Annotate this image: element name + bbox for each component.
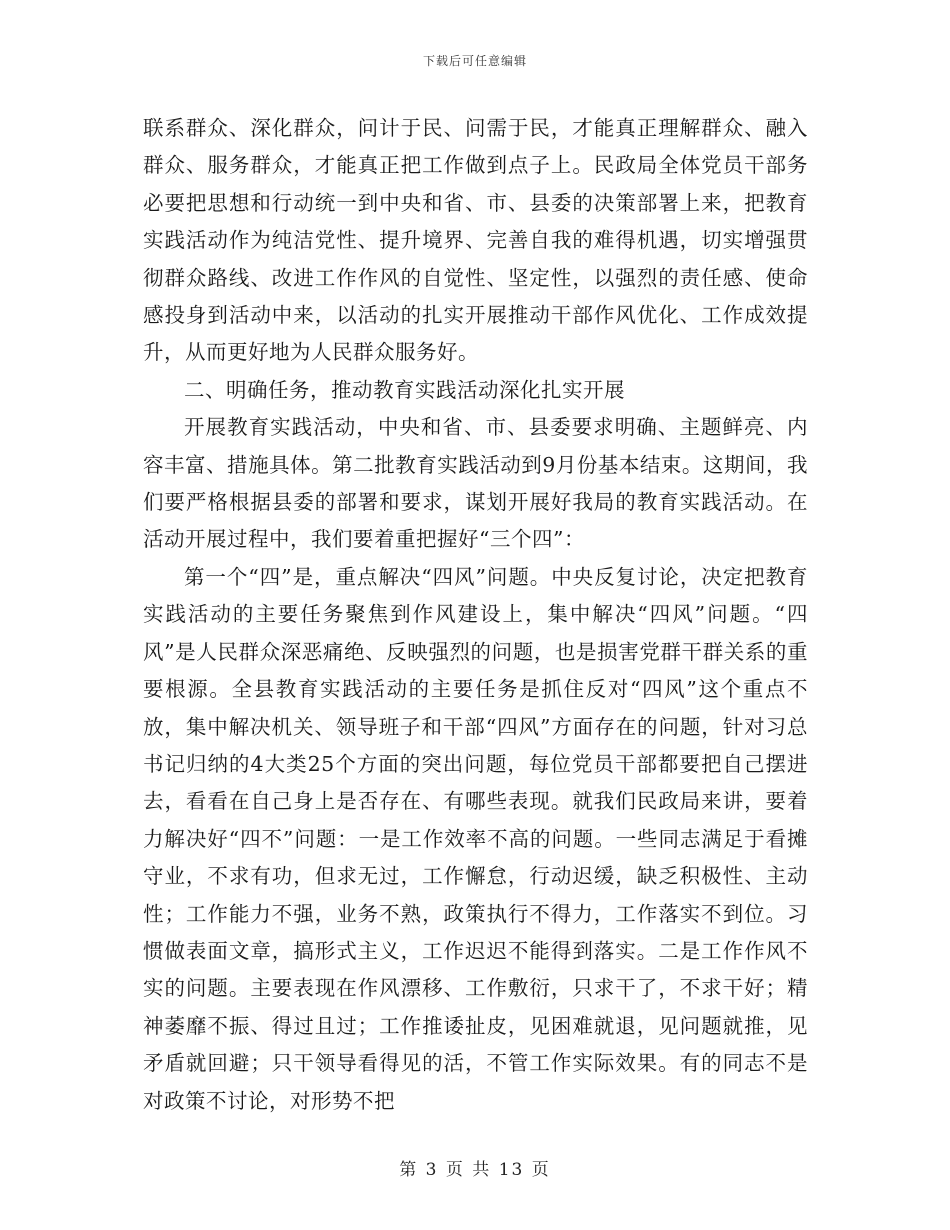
body-paragraph-2: 开展教育实践活动，中央和省、市、县委要求明确、主题鲜亮、内容丰富、措施具体。第二批教育实践活动到9月份基本结束。这期间，我们要严格根据县委的部署和要求，谋划开展好我局的教育实践活动。在活动开展过程中，我们要着重把握好“三个四”： (143, 415, 808, 552)
body-paragraph-3: 第一个“四”是，重点解决“四风”问题。中央反复讨论，决定把教育实践活动的主要任务聚焦到作风建设上，集中解决“四风”问题。“四风”是人民群众深恶痛绝、反映强烈的问题，也是损害党群干群关系的重要根源。全县教育实践活动的主要任务是抓住反对“四风”这个重点不放，集中解决机关、领导班子和干部“四风”方面存在的问题，针对习总书记归纳的4大类25个方面的突出问题，每位党员干部都要把自己摆进去，看看在自己身上是否存在、有哪些表现。就我们民政局来讲，要着力解决好“四不”问题：一是工作效率不高的问题。一些同志满足于看摊守业，不求有功，但求无过，工作懈怠，行动迟缓，缺乏积极性、主动性；工作能力不强，业务不熟，政策执行不得力，工作落实不到位。习惯做表面文章，搞形式主义，工作迟迟不能得到落实。二是工作作风不实的问题。主要表现在作风漂移、工作敷衍，只求干了，不求干好；精神萎靡不振、得过且过；工作推诿扯皮，见困难就退，见问题就推，见矛盾就回避；只干领导看得见的活，不管工作实际效果。有的同志不是对政策不讨论，对形势不把 (143, 564, 808, 1113)
document-body (143, 110, 808, 1120)
page-header-note: 下载后可任意编辑 (422, 54, 527, 68)
section-heading: 二、明确任务，推动教育实践活动深化扎实开展 (184, 377, 625, 402)
body-paragraph-1: 联系群众、深化群众，问计于民、问需于民，才能真正理解群众、融入群众、服务群众，才能真正把工作做到点子上。民政局全体党员干部务必要把思想和行动统一到中央和省、市、县委的决策部署上来，把教育实践活动作为纯洁党性、提升境界、完善自我的难得机遇，切实增强贯彻群众路线、改进工作作风的自觉性、坚定性，以强烈的责任感、使命感投身到活动中来，以活动的扎实开展推动干部作风优化、工作成效提升，从而更好地为人民群众服务好。 (143, 116, 808, 365)
page-number-footer: 第 3 页 共 13 页 (399, 1160, 551, 1180)
